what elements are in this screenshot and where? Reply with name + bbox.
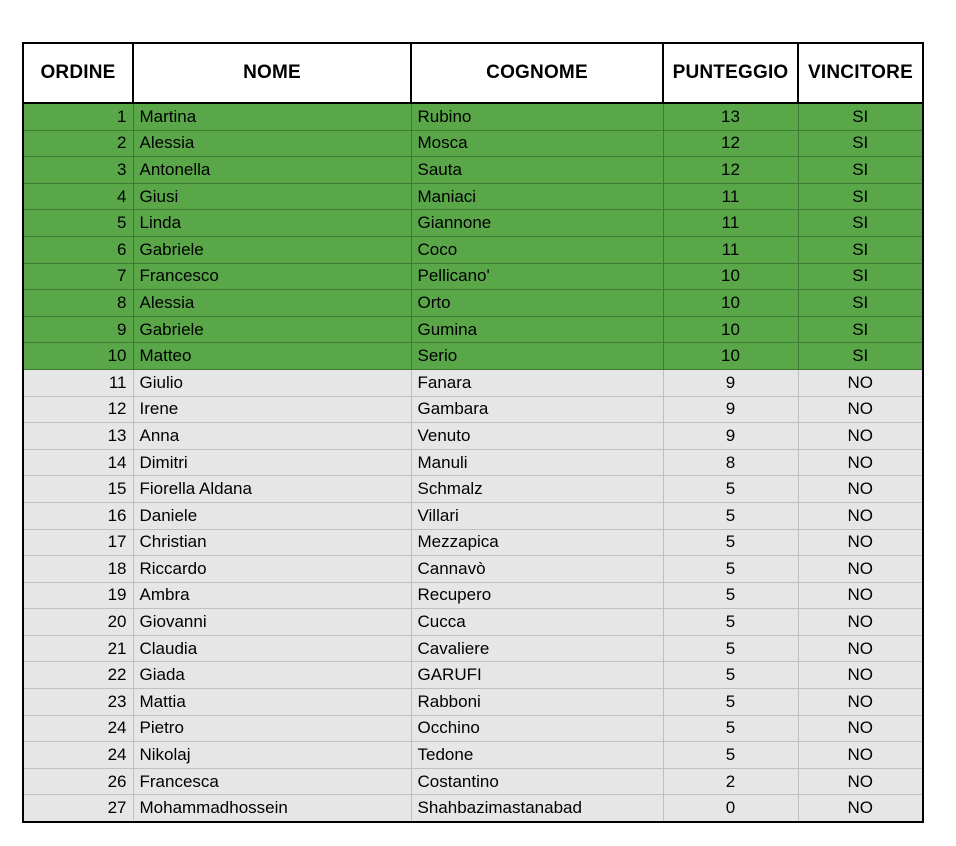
cell-punteggio: 5 — [663, 502, 798, 529]
cell-nome: Alessia — [133, 290, 411, 317]
cell-cognome: Serio — [411, 343, 663, 370]
cell-vincitore: SI — [798, 103, 923, 130]
cell-vincitore: SI — [798, 183, 923, 210]
cell-punteggio: 0 — [663, 795, 798, 822]
column-header-vincitore: VINCITORE — [798, 43, 923, 103]
cell-ordine: 24 — [23, 742, 133, 769]
cell-nome: Martina — [133, 103, 411, 130]
cell-punteggio: 10 — [663, 343, 798, 370]
cell-ordine: 26 — [23, 768, 133, 795]
cell-cognome: Gumina — [411, 316, 663, 343]
cell-nome: Nikolaj — [133, 742, 411, 769]
cell-nome: Francesca — [133, 768, 411, 795]
cell-cognome: Fanara — [411, 369, 663, 396]
ranking-table — [22, 42, 924, 823]
cell-punteggio: 8 — [663, 449, 798, 476]
cell-punteggio: 9 — [663, 423, 798, 450]
cell-vincitore: NO — [798, 556, 923, 583]
cell-punteggio: 5 — [663, 742, 798, 769]
table-row — [23, 449, 923, 476]
table-header — [23, 43, 923, 103]
table-row — [23, 502, 923, 529]
cell-ordine: 1 — [23, 103, 133, 130]
cell-ordine: 22 — [23, 662, 133, 689]
cell-punteggio: 5 — [663, 715, 798, 742]
cell-cognome: Giannone — [411, 210, 663, 237]
cell-punteggio: 10 — [663, 316, 798, 343]
cell-vincitore: NO — [798, 582, 923, 609]
cell-nome: Gabriele — [133, 316, 411, 343]
cell-vincitore: SI — [798, 343, 923, 370]
cell-nome: Christian — [133, 529, 411, 556]
cell-vincitore: NO — [798, 662, 923, 689]
cell-ordine: 23 — [23, 689, 133, 716]
cell-nome: Alessia — [133, 130, 411, 157]
header-row — [23, 43, 923, 103]
cell-cognome: Recupero — [411, 582, 663, 609]
table-row — [23, 662, 923, 689]
cell-nome: Giulio — [133, 369, 411, 396]
cell-vincitore: NO — [798, 795, 923, 822]
ranking-sheet — [22, 42, 922, 823]
cell-nome: Giovanni — [133, 609, 411, 636]
cell-ordine: 3 — [23, 157, 133, 184]
cell-punteggio: 5 — [663, 556, 798, 583]
table-row — [23, 635, 923, 662]
cell-ordine: 4 — [23, 183, 133, 210]
cell-vincitore: NO — [798, 396, 923, 423]
cell-cognome: Pellicano' — [411, 263, 663, 290]
cell-cognome: Shahbazimastanabad — [411, 795, 663, 822]
cell-cognome: Villari — [411, 502, 663, 529]
cell-nome: Daniele — [133, 502, 411, 529]
cell-nome: Giada — [133, 662, 411, 689]
cell-nome: Antonella — [133, 157, 411, 184]
column-header-nome: NOME — [133, 43, 411, 103]
cell-cognome: Manuli — [411, 449, 663, 476]
cell-punteggio: 5 — [663, 609, 798, 636]
cell-punteggio: 5 — [663, 689, 798, 716]
cell-vincitore: SI — [798, 157, 923, 184]
cell-ordine: 9 — [23, 316, 133, 343]
cell-cognome: Tedone — [411, 742, 663, 769]
cell-cognome: Mosca — [411, 130, 663, 157]
cell-punteggio: 10 — [663, 263, 798, 290]
cell-cognome: Cavaliere — [411, 635, 663, 662]
cell-vincitore: SI — [798, 263, 923, 290]
cell-ordine: 21 — [23, 635, 133, 662]
cell-vincitore: SI — [798, 130, 923, 157]
cell-vincitore: NO — [798, 635, 923, 662]
cell-nome: Dimitri — [133, 449, 411, 476]
cell-cognome: Venuto — [411, 423, 663, 450]
table-row — [23, 609, 923, 636]
table-body — [23, 103, 923, 822]
table-row — [23, 423, 923, 450]
cell-cognome: Occhino — [411, 715, 663, 742]
cell-punteggio: 5 — [663, 529, 798, 556]
cell-cognome: Orto — [411, 290, 663, 317]
cell-vincitore: NO — [798, 689, 923, 716]
cell-ordine: 19 — [23, 582, 133, 609]
table-row — [23, 210, 923, 237]
cell-vincitore: NO — [798, 768, 923, 795]
table-row — [23, 263, 923, 290]
cell-cognome: Mezzapica — [411, 529, 663, 556]
column-header-cognome: COGNOME — [411, 43, 663, 103]
table-row — [23, 476, 923, 503]
cell-ordine: 11 — [23, 369, 133, 396]
cell-punteggio: 5 — [663, 582, 798, 609]
table-row — [23, 369, 923, 396]
table-row — [23, 343, 923, 370]
cell-nome: Matteo — [133, 343, 411, 370]
column-header-punteggio: PUNTEGGIO — [663, 43, 798, 103]
cell-nome: Linda — [133, 210, 411, 237]
table-row — [23, 316, 923, 343]
cell-nome: Riccardo — [133, 556, 411, 583]
cell-punteggio: 12 — [663, 157, 798, 184]
table-row — [23, 103, 923, 130]
cell-vincitore: SI — [798, 210, 923, 237]
cell-punteggio: 10 — [663, 290, 798, 317]
cell-cognome: Sauta — [411, 157, 663, 184]
table-row — [23, 742, 923, 769]
cell-cognome: Rubino — [411, 103, 663, 130]
table-row — [23, 582, 923, 609]
cell-ordine: 6 — [23, 236, 133, 263]
cell-nome: Irene — [133, 396, 411, 423]
table-row — [23, 396, 923, 423]
cell-ordine: 13 — [23, 423, 133, 450]
cell-ordine: 2 — [23, 130, 133, 157]
cell-punteggio: 11 — [663, 236, 798, 263]
cell-ordine: 17 — [23, 529, 133, 556]
cell-ordine: 16 — [23, 502, 133, 529]
cell-vincitore: NO — [798, 502, 923, 529]
cell-punteggio: 5 — [663, 635, 798, 662]
cell-nome: Mohammadhossein — [133, 795, 411, 822]
cell-ordine: 27 — [23, 795, 133, 822]
table-row — [23, 715, 923, 742]
cell-punteggio: 2 — [663, 768, 798, 795]
table-row — [23, 290, 923, 317]
cell-nome: Claudia — [133, 635, 411, 662]
cell-cognome: Cannavò — [411, 556, 663, 583]
cell-punteggio: 11 — [663, 210, 798, 237]
cell-vincitore: NO — [798, 609, 923, 636]
column-header-ordine: ORDINE — [23, 43, 133, 103]
cell-nome: Giusi — [133, 183, 411, 210]
cell-cognome: Cucca — [411, 609, 663, 636]
cell-cognome: GARUFI — [411, 662, 663, 689]
cell-ordine: 5 — [23, 210, 133, 237]
table-row — [23, 795, 923, 822]
cell-vincitore: NO — [798, 715, 923, 742]
table-row — [23, 183, 923, 210]
cell-ordine: 14 — [23, 449, 133, 476]
cell-punteggio: 5 — [663, 662, 798, 689]
cell-vincitore: SI — [798, 236, 923, 263]
cell-nome: Fiorella Aldana — [133, 476, 411, 503]
cell-ordine: 8 — [23, 290, 133, 317]
table-row — [23, 689, 923, 716]
cell-vincitore: NO — [798, 423, 923, 450]
cell-vincitore: NO — [798, 529, 923, 556]
cell-nome: Mattia — [133, 689, 411, 716]
cell-ordine: 24 — [23, 715, 133, 742]
cell-nome: Pietro — [133, 715, 411, 742]
cell-nome: Francesco — [133, 263, 411, 290]
table-row — [23, 157, 923, 184]
table-row — [23, 236, 923, 263]
cell-vincitore: NO — [798, 742, 923, 769]
cell-punteggio: 13 — [663, 103, 798, 130]
cell-nome: Anna — [133, 423, 411, 450]
cell-cognome: Costantino — [411, 768, 663, 795]
cell-punteggio: 11 — [663, 183, 798, 210]
cell-ordine: 20 — [23, 609, 133, 636]
cell-cognome: Gambara — [411, 396, 663, 423]
cell-vincitore: NO — [798, 476, 923, 503]
cell-nome: Ambra — [133, 582, 411, 609]
cell-vincitore: SI — [798, 316, 923, 343]
cell-ordine: 15 — [23, 476, 133, 503]
table-row — [23, 556, 923, 583]
cell-punteggio: 9 — [663, 369, 798, 396]
cell-cognome: Coco — [411, 236, 663, 263]
cell-cognome: Schmalz — [411, 476, 663, 503]
table-row — [23, 130, 923, 157]
cell-cognome: Rabboni — [411, 689, 663, 716]
cell-vincitore: SI — [798, 290, 923, 317]
cell-ordine: 12 — [23, 396, 133, 423]
cell-nome: Gabriele — [133, 236, 411, 263]
cell-punteggio: 12 — [663, 130, 798, 157]
cell-cognome: Maniaci — [411, 183, 663, 210]
cell-ordine: 10 — [23, 343, 133, 370]
table-row — [23, 529, 923, 556]
table-row — [23, 768, 923, 795]
cell-punteggio: 5 — [663, 476, 798, 503]
cell-vincitore: NO — [798, 449, 923, 476]
cell-punteggio: 9 — [663, 396, 798, 423]
cell-vincitore: NO — [798, 369, 923, 396]
cell-ordine: 18 — [23, 556, 133, 583]
cell-ordine: 7 — [23, 263, 133, 290]
